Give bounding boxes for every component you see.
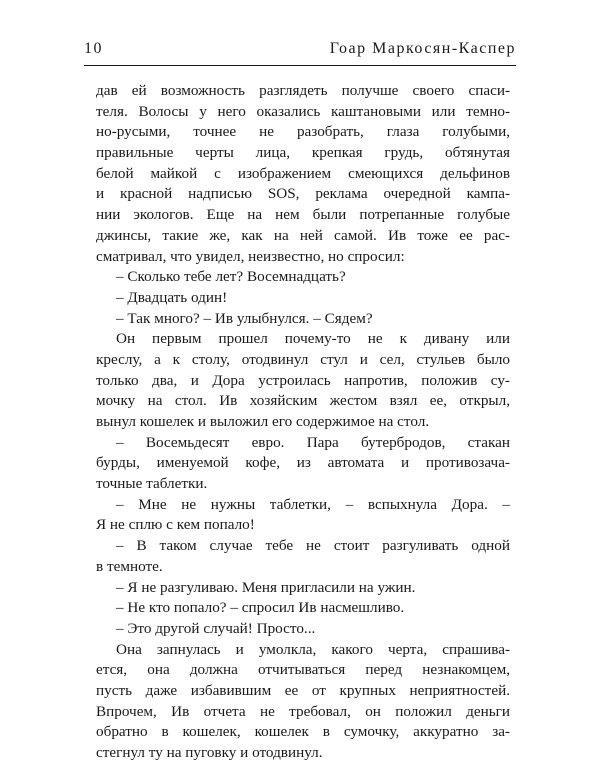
text-line: сматривал, что увидел, неизвестно, но спросил: bbox=[96, 247, 405, 265]
running-head bbox=[84, 40, 516, 62]
text-line: вынул кошелек и выложил его содержимое на стол. bbox=[96, 413, 430, 430]
text-line: но-русыми, точнее не разобрать, глаза голубыми, bbox=[96, 123, 510, 141]
text-line: точные таблетки. bbox=[96, 475, 208, 493]
text-line: мочку на стол. Ив хозяйским жестом взял ее, открыл, bbox=[96, 392, 510, 410]
text-line: теля. Волосы у него оказались каштановыми или темно- bbox=[96, 102, 510, 120]
text-line: бурды, именуемой кофе, из автомата и противозача- bbox=[96, 454, 510, 472]
text-line: – Мне не нужны таблетки, – вспыхнула Дора. – bbox=[116, 495, 510, 513]
text-line: Она запнулась и умолкла, какого черта, спрашива- bbox=[116, 640, 510, 658]
text-line: – Я не разгуливаю. Меня пригласили на ужин. bbox=[116, 578, 416, 596]
text-line: джинсы, такие же, как на ней самой. Ив тоже ее рас- bbox=[96, 226, 510, 244]
text-line: – Сколько тебе лет? Восемнадцать? bbox=[116, 268, 346, 286]
text-line: – В таком случае тебе не стоит разгуливать одной bbox=[116, 537, 510, 555]
text-line: пусть даже избавившим ее от крупных неприятностей. bbox=[96, 681, 510, 699]
text-line: ется, она должна отчитываться перед незнакомцем, bbox=[96, 661, 510, 679]
body-text bbox=[96, 81, 510, 764]
text-line: Он первым прошел почему-то не к дивану или bbox=[116, 330, 510, 348]
text-line: в темноте. bbox=[96, 557, 163, 575]
text-line: – Восемьдесят евро. Пара бутербродов, стакан bbox=[116, 433, 510, 451]
page-number: 10 bbox=[84, 40, 103, 57]
text-line: белой майкой с изображением смеющихся дельфинов bbox=[96, 164, 510, 182]
text-line: – Двадцать один! bbox=[116, 288, 228, 306]
text-line: креслу, а к столу, отодвинул стул и сел, стульев было bbox=[96, 350, 510, 368]
text-line: – Не кто попало? – спросил Ив насмешливо. bbox=[116, 599, 405, 617]
running-title: Гоар Маркосян-Каспер bbox=[329, 40, 516, 57]
text-line: только два, и Дора устроилась напротив, положив су- bbox=[96, 371, 510, 389]
text-line: дав ей возможность разглядеть получше своего спаси- bbox=[96, 82, 510, 99]
text-line: – Это другой случай! Просто... bbox=[116, 619, 316, 637]
text-line: правильные черты лица, крепкая грудь, обтянутая bbox=[96, 144, 510, 162]
text-line: Впрочем, Ив отчета не требовал, он положил деньги bbox=[96, 702, 510, 720]
header-rule bbox=[84, 65, 516, 66]
text-line: Я не сплю с кем попало! bbox=[96, 516, 255, 534]
text-line: стегнул ту на пуговку и отодвинул. bbox=[96, 744, 323, 761]
text-line: обратно в кошелек, кошелек в сумочку, аккуратно за- bbox=[96, 723, 510, 741]
text-line: и красной надписью SOS, реклама очередной кампа- bbox=[96, 185, 510, 203]
text-line: нии экологов. Еще на нем были потрепанные голубые bbox=[96, 206, 510, 224]
text-line: – Так много? – Ив улыбнулся. – Сядем? bbox=[116, 309, 373, 327]
